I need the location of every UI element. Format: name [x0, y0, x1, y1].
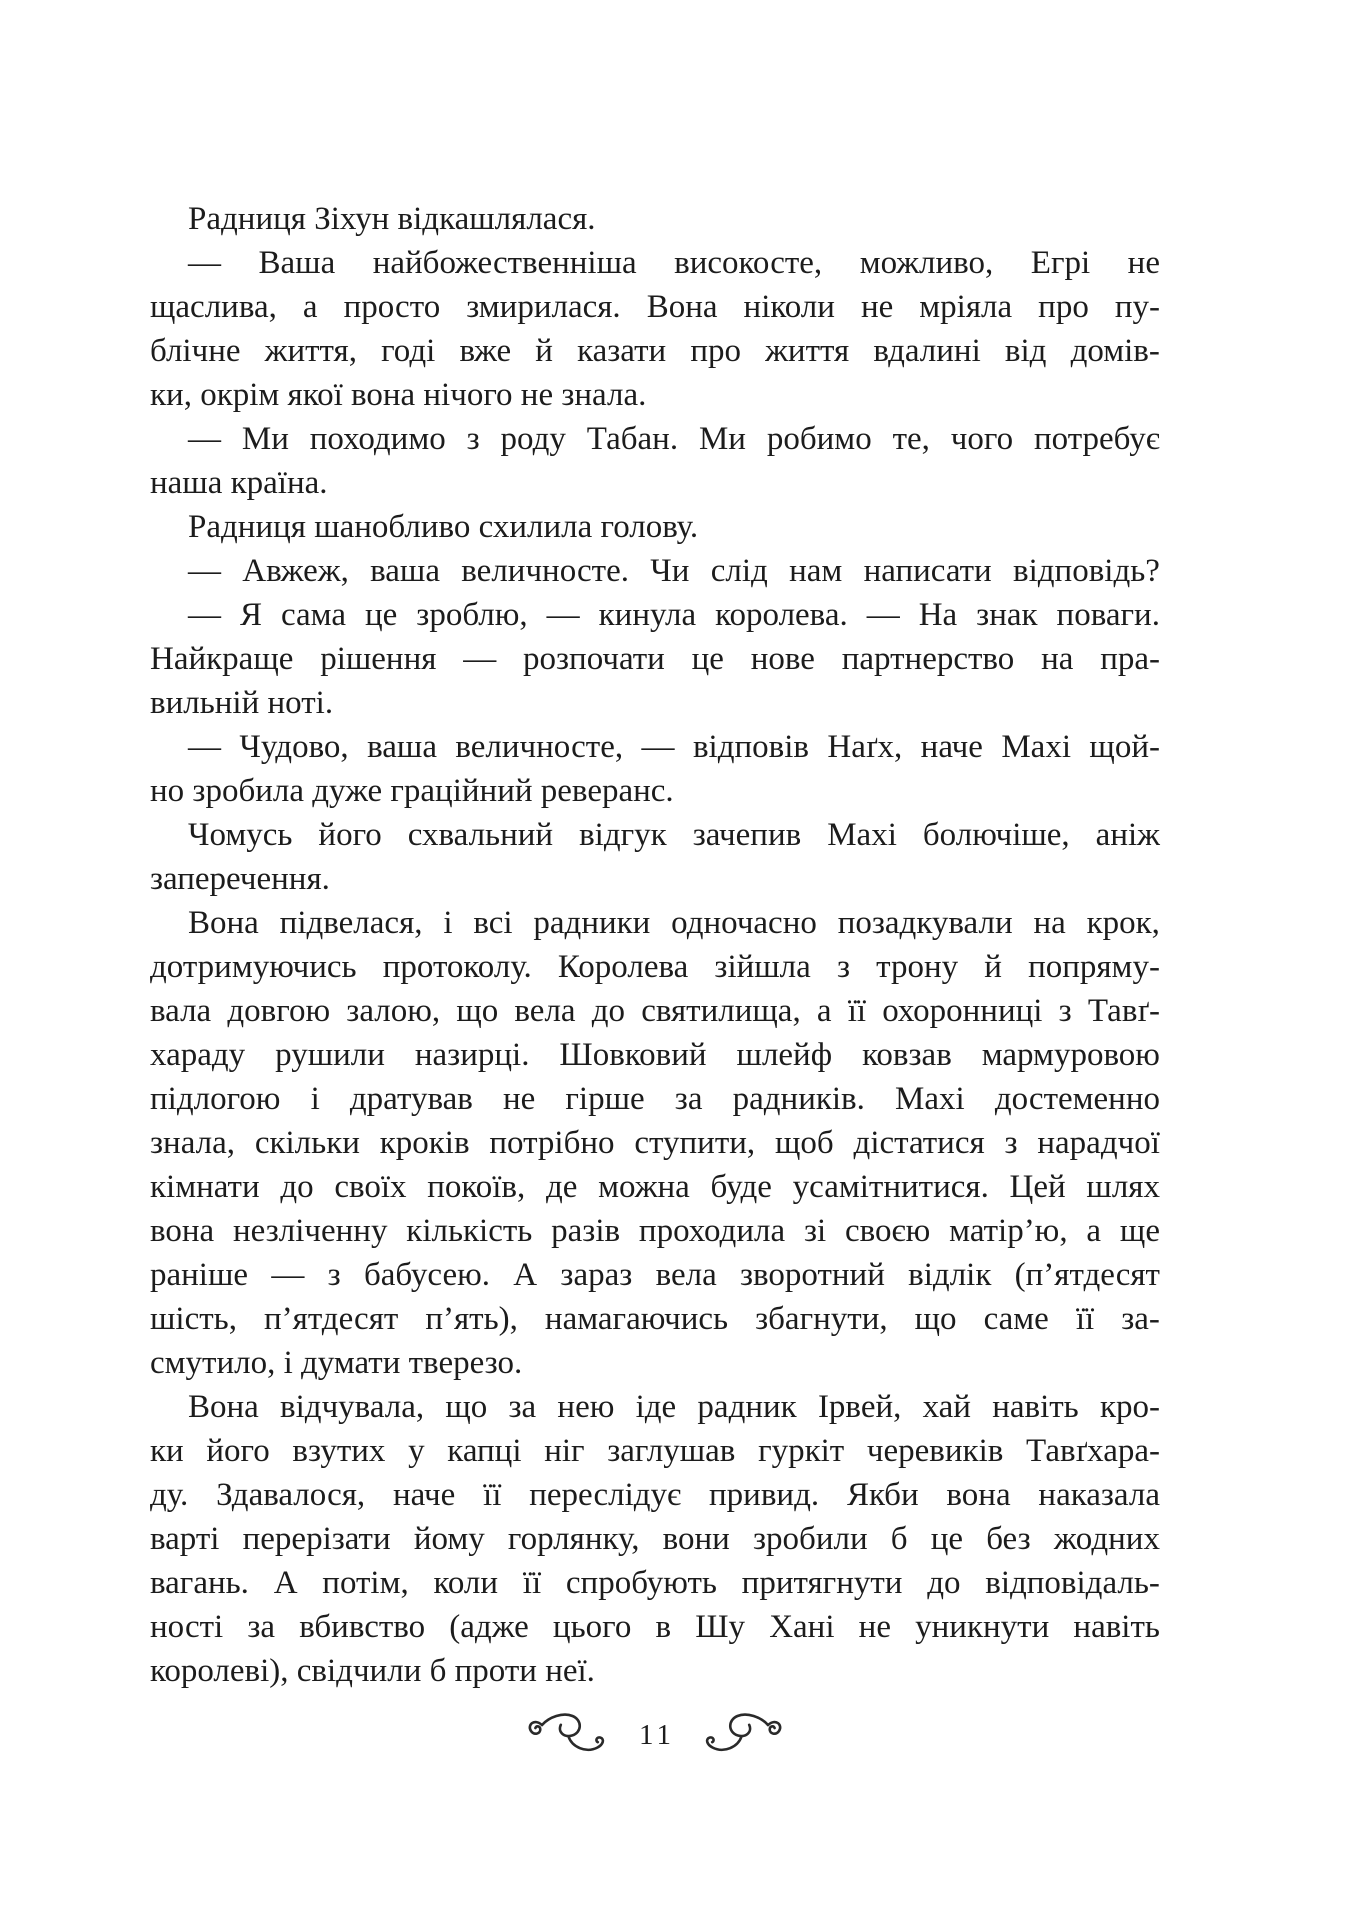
word: привид.	[709, 1477, 820, 1513]
word: шлейф	[736, 1037, 833, 1073]
word: ніколи	[743, 289, 835, 325]
word: сама	[280, 597, 346, 633]
word: його	[206, 1433, 270, 1469]
word: рішення	[320, 641, 437, 677]
word: вона	[150, 1213, 215, 1249]
word: слід	[710, 553, 768, 589]
word: потребує	[1033, 421, 1160, 457]
word: щоб	[775, 1125, 834, 1161]
page-text	[150, 0, 1160, 1693]
text-line	[150, 813, 1160, 857]
word: Королева	[557, 949, 689, 985]
text-line	[150, 1429, 1160, 1473]
word: дотримуючись	[150, 949, 357, 985]
word: з	[1004, 1125, 1018, 1161]
word: позадкували	[837, 905, 1013, 941]
word: ніг	[544, 1433, 585, 1469]
text-line: заперечення.	[150, 861, 330, 897]
word: святилища,	[641, 993, 801, 1029]
word: достеменно	[994, 1081, 1160, 1117]
word: —	[546, 597, 580, 633]
word: походимо	[309, 421, 446, 457]
word: мармуровою	[981, 1037, 1160, 1073]
text-line	[150, 1077, 1160, 1121]
word: від	[1004, 333, 1047, 369]
word: Здавалося,	[216, 1477, 366, 1513]
word: Ми	[698, 421, 746, 457]
word: відлік	[908, 1257, 992, 1293]
word: гірше	[565, 1081, 645, 1117]
word: з	[1058, 993, 1072, 1029]
word: Тавґхара-	[1026, 1433, 1160, 1469]
word: найбожественніша	[372, 245, 637, 281]
word: життя	[765, 333, 850, 369]
word: —	[271, 1257, 305, 1293]
word: на	[1041, 641, 1074, 677]
word: а	[1086, 1213, 1102, 1249]
word: вагань.	[150, 1565, 249, 1601]
word: вбивство	[299, 1609, 426, 1645]
word: бабусею.	[363, 1257, 491, 1293]
word: блічне	[150, 333, 241, 369]
word: охоронниці	[882, 993, 1043, 1029]
text-line	[150, 1033, 1160, 1077]
word: горлянку,	[507, 1521, 640, 1557]
word: величносте.	[461, 553, 629, 589]
word: потім,	[322, 1565, 409, 1601]
word: одночасно	[671, 905, 817, 941]
word: заглушав	[607, 1433, 736, 1469]
word: переслідує	[529, 1477, 682, 1513]
word: знала,	[150, 1125, 235, 1161]
word: і	[310, 1081, 320, 1117]
page-number: 11	[639, 1719, 675, 1751]
word: (адже	[449, 1609, 529, 1645]
word: за	[674, 1081, 703, 1117]
word: капці	[447, 1433, 522, 1469]
word: саме	[983, 1301, 1049, 1337]
text-line	[150, 285, 1160, 329]
word: мріяла	[919, 289, 1013, 325]
word: радники	[533, 905, 651, 941]
word: Махі	[827, 817, 897, 853]
word: довгою	[227, 993, 331, 1029]
text-line	[150, 1605, 1160, 1649]
word: до	[280, 1169, 314, 1205]
word: за-	[1121, 1301, 1160, 1337]
word: вони	[662, 1521, 730, 1557]
text-line: Радниця шанобливо схилила голову.	[188, 509, 699, 545]
word: це	[691, 641, 724, 677]
word: ваша	[367, 729, 437, 765]
word: величносте,	[455, 729, 624, 765]
word: зачепив	[692, 817, 802, 853]
text-line: ки, окрім якої вона нічого не знала.	[150, 377, 647, 413]
word: збагнути,	[755, 1301, 888, 1337]
word: нам	[789, 553, 843, 589]
text-line	[150, 1165, 1160, 1209]
text-line	[150, 1253, 1160, 1297]
word: взутих	[292, 1433, 386, 1469]
word: вела	[514, 993, 576, 1029]
word: вела	[655, 1257, 717, 1293]
word: можна	[598, 1169, 690, 1205]
word: —	[188, 553, 221, 589]
word: трону	[876, 949, 959, 985]
word: не	[858, 1609, 891, 1645]
word: б	[890, 1521, 908, 1557]
word: це	[930, 1521, 964, 1557]
text-line	[150, 945, 1160, 989]
word: ще	[1119, 1213, 1160, 1249]
word: казати	[577, 333, 667, 369]
word: поваги.	[1056, 597, 1160, 633]
word: На	[918, 597, 958, 633]
text-line	[150, 549, 1160, 593]
word: протоколу.	[382, 949, 532, 985]
word: до	[591, 993, 626, 1029]
word: нарадчої	[1037, 1125, 1160, 1161]
word: Чи	[650, 553, 690, 589]
word: крок,	[1086, 905, 1160, 941]
word: —	[641, 729, 675, 765]
word: —	[188, 245, 221, 281]
text-line	[150, 593, 1160, 637]
word: —	[463, 641, 497, 677]
text-line	[150, 329, 1160, 373]
text-line	[150, 637, 1160, 681]
word: ступити,	[634, 1125, 756, 1161]
word: потрібно	[489, 1125, 615, 1161]
word: її	[483, 1477, 502, 1513]
word: Ваша	[258, 245, 336, 281]
word: навіть	[992, 1389, 1079, 1425]
word: а	[816, 993, 832, 1029]
word: намагаючись	[544, 1301, 729, 1337]
word: відгук	[579, 817, 667, 853]
word: —	[188, 729, 221, 765]
text-line	[150, 1209, 1160, 1253]
word: за	[247, 1609, 276, 1645]
word: з	[327, 1257, 341, 1293]
text-line	[150, 901, 1160, 945]
word: п’ятдесят	[263, 1301, 399, 1337]
text-line	[150, 1473, 1160, 1517]
word: підлогою	[150, 1081, 281, 1117]
word: А	[273, 1565, 298, 1601]
word: жодних	[1053, 1521, 1160, 1557]
word: цього	[552, 1609, 632, 1645]
word: черевиків	[866, 1433, 1004, 1469]
word: Якби	[846, 1477, 919, 1513]
word: написати	[863, 553, 992, 589]
word: рушили	[275, 1037, 385, 1073]
word: до	[927, 1565, 961, 1601]
word: незліченну	[233, 1213, 388, 1249]
word: всі	[473, 905, 513, 941]
word: шлях	[1086, 1169, 1160, 1205]
word: гуркіт	[758, 1433, 845, 1469]
word: зворотний	[740, 1257, 885, 1293]
word: за	[508, 1389, 537, 1425]
word: навіть	[1073, 1609, 1160, 1645]
word: можливо,	[859, 245, 994, 281]
word: зійшла	[714, 949, 811, 985]
word: відчувала,	[280, 1389, 425, 1425]
word: дратував	[349, 1081, 473, 1117]
word: усамітнитися.	[792, 1169, 989, 1205]
word: зробили	[753, 1521, 868, 1557]
text-line: вильній ноті.	[150, 685, 334, 721]
word: аніж	[1095, 817, 1160, 853]
word: іде	[635, 1389, 677, 1425]
word: шість,	[150, 1301, 237, 1337]
word: кро-	[1099, 1389, 1160, 1425]
word: просто	[343, 289, 441, 325]
word: й	[984, 949, 1002, 985]
word: що	[456, 993, 499, 1029]
word: Хані	[769, 1609, 835, 1645]
word: вдалині	[873, 333, 981, 369]
word: назирці.	[414, 1037, 530, 1073]
word: Вона	[188, 1389, 259, 1425]
word: вала	[150, 993, 212, 1029]
word: Табан.	[586, 421, 679, 457]
word: Ми	[241, 421, 289, 457]
word: ду.	[150, 1477, 189, 1513]
word: де	[546, 1169, 578, 1205]
word: попряму-	[1028, 949, 1160, 985]
word: про	[1038, 289, 1089, 325]
word: Цей	[1009, 1169, 1066, 1205]
text-line	[150, 1121, 1160, 1165]
word: не	[502, 1081, 536, 1117]
swirl-flourish-left-icon	[525, 1711, 613, 1759]
word: з	[466, 421, 480, 457]
word: те,	[892, 421, 930, 457]
word: Авжеж,	[242, 553, 349, 589]
word: без	[986, 1521, 1031, 1557]
word: кімнати	[150, 1169, 260, 1205]
word: її	[522, 1565, 542, 1601]
word: Вона	[188, 905, 259, 941]
word: ки	[150, 1433, 184, 1469]
word: не	[860, 289, 894, 325]
word: перерізати	[242, 1521, 391, 1557]
word: Чудово,	[239, 729, 349, 765]
word: Вона	[646, 289, 718, 325]
text-line: Радниця Зіхун відкашлялася.	[188, 201, 596, 237]
word: чого	[950, 421, 1014, 457]
word: і	[443, 905, 453, 941]
word: Махі	[895, 1081, 965, 1117]
word: —	[188, 597, 221, 633]
word: його	[318, 817, 382, 853]
word: у	[408, 1433, 425, 1469]
word: розпочати	[523, 641, 665, 677]
word: Наґх,	[827, 729, 903, 765]
word: з	[836, 949, 850, 985]
word: змирилася.	[466, 289, 621, 325]
text-line	[150, 241, 1160, 285]
word: спробують	[565, 1565, 717, 1601]
word: ваша	[370, 553, 440, 589]
word: —	[866, 597, 900, 633]
word: радників.	[732, 1081, 865, 1117]
word: своїх	[334, 1169, 407, 1205]
word: що	[445, 1389, 488, 1425]
word: зроблю,	[416, 597, 528, 633]
word: хай	[922, 1389, 971, 1425]
word: годі	[381, 333, 436, 369]
word: пра-	[1100, 641, 1160, 677]
word: її	[847, 993, 867, 1029]
swirl-flourish-right-icon	[697, 1711, 785, 1759]
word: наче	[920, 729, 983, 765]
word: коли	[433, 1565, 499, 1601]
word: щой-	[1089, 729, 1160, 765]
word: Чомусь	[188, 817, 293, 853]
word: королева.	[715, 597, 848, 633]
word: кількість	[406, 1213, 533, 1249]
text-line	[150, 1385, 1160, 1429]
word: наче	[392, 1477, 456, 1513]
word: —	[188, 421, 221, 457]
word: робимо	[766, 421, 872, 457]
word: притягнути	[741, 1565, 903, 1601]
word: раніше	[150, 1257, 249, 1293]
text-line: наша країна.	[150, 465, 328, 501]
text-line	[150, 1297, 1160, 1341]
word: кроків	[379, 1125, 470, 1161]
word: партнерство	[841, 641, 1015, 677]
word: Я	[239, 597, 262, 633]
word: відповідь?	[1013, 553, 1160, 589]
word: домів-	[1070, 333, 1160, 369]
word: п’ять),	[425, 1301, 518, 1337]
word: йому	[413, 1521, 485, 1557]
word: разів	[551, 1213, 621, 1249]
page-footer	[150, 1711, 1160, 1759]
word: Махі	[1001, 729, 1071, 765]
word: життя,	[264, 333, 357, 369]
word: ковзав	[862, 1037, 952, 1073]
word: А	[513, 1257, 538, 1293]
word: вона	[946, 1477, 1011, 1513]
word: Тавґ-	[1087, 993, 1160, 1029]
word: нове	[750, 641, 815, 677]
word: схвальний	[407, 817, 554, 853]
word: нею	[557, 1389, 615, 1425]
word: відповів	[692, 729, 809, 765]
word: буде	[710, 1169, 772, 1205]
word: відповідаль-	[985, 1565, 1160, 1601]
word: Шу	[695, 1609, 746, 1645]
word: щаслива,	[150, 289, 277, 325]
word: хараду	[150, 1037, 246, 1073]
word: зараз	[560, 1257, 633, 1293]
word: знак	[976, 597, 1038, 633]
word: варті	[150, 1521, 220, 1557]
word: в	[655, 1609, 672, 1645]
word: залою,	[346, 993, 441, 1029]
word: Егрі	[1030, 245, 1091, 281]
word: не	[1127, 245, 1160, 281]
word: на	[1033, 905, 1066, 941]
word: високосте,	[674, 245, 823, 281]
word: Найкраще	[150, 641, 294, 677]
word: проходила	[638, 1213, 786, 1249]
word: й	[535, 333, 553, 369]
word: кинула	[598, 597, 697, 633]
word: а	[302, 289, 318, 325]
word: скільки	[254, 1125, 360, 1161]
word: що	[914, 1301, 957, 1337]
word: Шовковий	[559, 1037, 707, 1073]
word: її	[1075, 1301, 1095, 1337]
word: пу-	[1114, 289, 1160, 325]
word: своєю	[845, 1213, 931, 1249]
word: підвелася,	[279, 905, 423, 941]
word: уникнути	[915, 1609, 1050, 1645]
text-line: смутило, і думати тверезо.	[150, 1345, 523, 1381]
text-line: королеві), свідчили б проти неї.	[150, 1653, 595, 1689]
text-line: но зробила дуже граційний реверанс.	[150, 773, 674, 809]
word: наказала	[1038, 1477, 1160, 1513]
word: роду	[500, 421, 566, 457]
word: (п’ятдесят	[1014, 1257, 1160, 1293]
word: покоїв,	[427, 1169, 526, 1205]
word: матір’ю,	[949, 1213, 1068, 1249]
word: зі	[803, 1213, 827, 1249]
text-line	[150, 725, 1160, 769]
word: болючіше,	[922, 817, 1070, 853]
word: ності	[150, 1609, 224, 1645]
word: дістатися	[853, 1125, 985, 1161]
word: Ірвей,	[817, 1389, 902, 1425]
text-line	[150, 417, 1160, 461]
word: вже	[459, 333, 512, 369]
text-line	[150, 989, 1160, 1033]
word: про	[690, 333, 741, 369]
word: радник	[697, 1389, 797, 1425]
text-line	[150, 1561, 1160, 1605]
word: це	[364, 597, 398, 633]
text-line	[150, 1517, 1160, 1561]
